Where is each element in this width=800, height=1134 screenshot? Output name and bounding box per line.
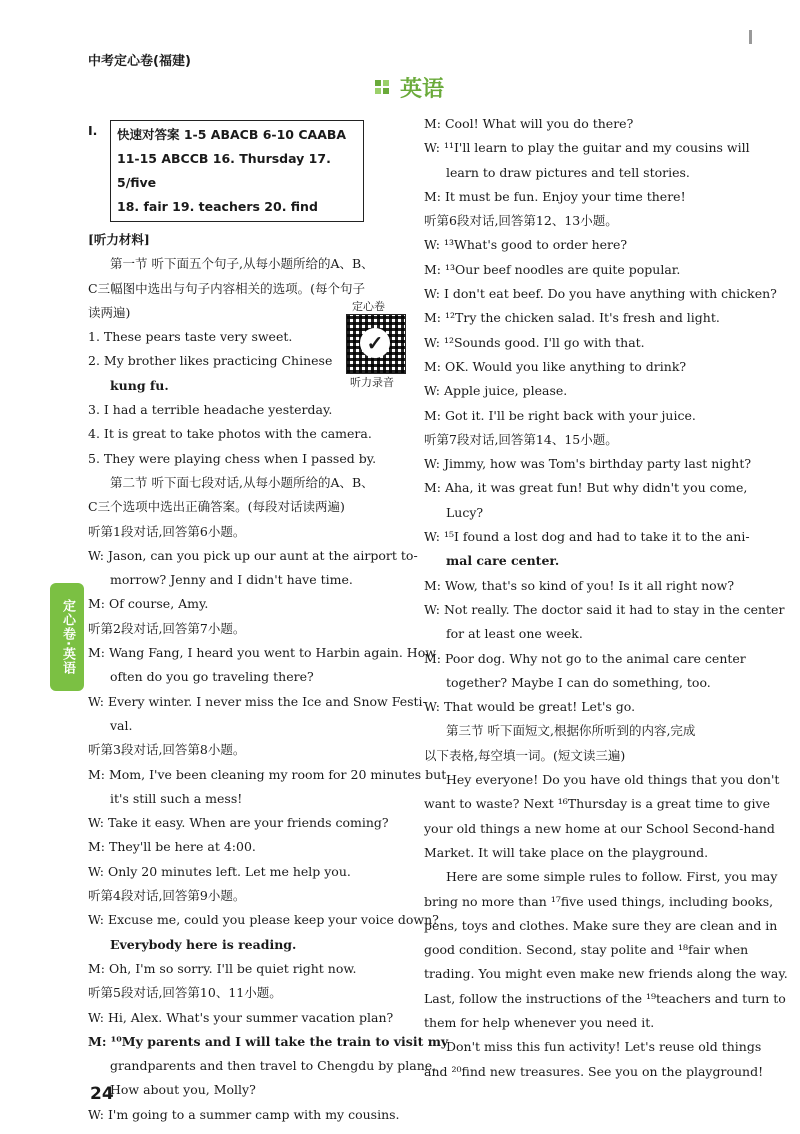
text-line: learn to draw pictures and tell stories. [446,164,690,180]
text-line: M: Oh, I'm so sorry. I'll be quiet right now. [88,960,357,976]
text-line: W: ¹³What's good to order here? [424,237,628,253]
text-line: mal care center. [446,553,560,569]
text-line: W: ¹⁵I found a lost dog and had to take it to the ani- [424,529,750,545]
text-line: M: Aha, it was great fun! But why didn't you come, [424,480,748,496]
text-line: 听第2段对话,回答第7小题。 [88,620,246,636]
text-line: 第一节 听下面五个句子,从每小题所给的A、B、 [110,256,374,272]
book-stack-icon [372,76,396,100]
qr-top-label: 定心卷 [352,300,385,313]
text-line: M: OK. Would you like anything to drink? [424,358,687,374]
text-line: M: Mom, I've been cleaning my room for 20 minutes but [88,766,447,782]
text-line: W: ¹¹I'll learn to play the guitar and my cousins will [424,140,750,156]
text-line: 听第1段对话,回答第6小题。 [88,523,246,539]
text-line: 听第5段对话,回答第10、11小题。 [88,985,282,1001]
text-line: Don't miss this fun activity! Let's reuse old things [446,1039,762,1055]
text-line: 听第4段对话,回答第9小题。 [88,888,246,904]
text-line: M: Wang Fang, I heard you went to Harbin again. How [88,645,436,661]
text-line: Lucy? [446,504,484,520]
section-label: Ⅰ. [88,123,98,138]
text-line: W: Apple juice, please. [424,383,568,399]
text-line: C三个选项中选出正确答案。(每段对话读两遍) [88,499,345,515]
text-line: kung fu. [110,377,169,393]
text-line: your old things a new home at our School Second-hand [424,820,775,836]
text-line: How about you, Molly? [110,1082,256,1098]
text-line: M: ¹³Our beef noodles are quite popular. [424,261,681,277]
text-line: for at least one week. [446,626,583,642]
text-line: M: Of course, Amy. [88,596,209,612]
text-line: M: Cool! What will you do there? [424,116,634,131]
check-icon: ✓ [360,328,390,358]
text-line: M: Wow, that's so kind of you! Is it all right now? [424,577,735,593]
text-line: W: Jason, can you pick up our aunt at the airport to- [88,547,418,563]
series-title: 中考定心卷(福建) [88,54,191,69]
text-line: grandparents and then travel to Chengdu by plane. [110,1058,437,1074]
text-line: bring no more than ¹⁷five used things, including books, [424,893,774,909]
text-line: W: I don't eat beef. Do you have anything with chicken? [424,286,777,302]
page-number: 24 [90,1084,114,1104]
text-line: pens, toys and clothes. Make sure they are clean and in [424,917,778,933]
text-line: M: Poor dog. Why not go to the animal care center [424,650,746,666]
text-line: often do you go traveling there? [110,669,314,685]
text-line: Hey everyone! Do you have old things that you don't [446,772,780,788]
text-line: W: I'm going to a summer camp with my cousins. [88,1106,400,1122]
text-line: W: That would be great! Let's go. [424,699,636,715]
text-line: W: Every winter. I never miss the Ice and Snow Festi- [88,693,427,709]
text-line: 听第7段对话,回答第14、15小题。 [424,431,618,447]
text-line: M: ¹²Try the chicken salad. It's fresh and light. [424,310,720,326]
text-line: M: They'll be here at 4:00. [88,839,256,855]
answer-line: 11-15 ABCCB 16. Thursday 17. 5/five [117,151,331,190]
text-line: 4. It is great to take photos with the camera. [88,426,372,442]
text-line: M: It must be fun. Enjoy your time there! [424,188,686,204]
text-line: morrow? Jenny and I didn't have time. [110,572,353,588]
text-line: W: Hi, Alex. What's your summer vacation plan? [88,1009,394,1025]
page-title [372,72,444,103]
text-line: Everybody here is reading. [110,936,297,952]
text-line: val. [110,717,133,733]
subject-title: 英语 [400,77,445,102]
text-line: W: Only 20 minutes left. Let me help you. [88,863,351,879]
text-line: them for help whenever you need it. [424,1014,655,1030]
text-line: [听力材料] [88,232,150,247]
text-line: 第二节 听下面七段对话,从每小题所给的A、B、 [110,474,374,490]
side-tab: 定心卷·英语 [50,583,84,691]
text-line: 读两遍) [88,304,131,320]
text-line: M: Got it. I'll be right back with your juice. [424,407,696,423]
text-line: Last, follow the instructions of the ¹⁹teachers and turn to [424,990,786,1006]
answer-section [88,120,408,222]
answer-line: 18. fair 19. teachers 20. find [117,199,318,214]
left-column [88,120,449,1127]
text-line: good condition. Second, stay polite and ¹⁸fair when [424,942,749,958]
edge-mark [749,30,752,44]
text-line: W: Take it easy. When are your friends coming? [88,815,389,831]
qr-bottom-label: 听力录音 [350,376,394,389]
text-line: together? Maybe I can do something, too. [446,674,711,690]
text-line: Market. It will take place on the playground. [424,844,709,860]
text-line: W: Jimmy, how was Tom's birthday party last night? [424,456,752,472]
text-line: 2. My brother likes practicing Chinese [88,353,333,369]
text-line: W: Excuse me, could you please keep your voice down? [88,912,439,928]
answer-line: 快速对答案 1-5 ABACB 6-10 CAABA [117,127,347,142]
right-column [424,112,788,1084]
text-line: it's still such a mess! [110,790,243,806]
text-line: C三幅图中选出与句子内容相关的选项。(每个句子 [88,280,365,296]
text-line: 听第3段对话,回答第8小题。 [88,742,246,758]
text-line: Here are some simple rules to follow. First, you may [446,869,778,885]
text-line: 5. They were playing chess when I passed by. [88,450,377,466]
text-line: M: ¹⁰My parents and I will take the train to visit my [88,1033,449,1049]
text-line: want to waste? Next ¹⁶Thursday is a great time to give [424,796,770,812]
text-line: 第三节 听下面短文,根据你所听到的内容,完成 [446,723,696,739]
text-line: and ²⁰find new treasures. See you on the playground! [424,1063,764,1079]
text-line: 3. I had a terrible headache yesterday. [88,402,333,418]
text-line: 听第6段对话,回答第12、13小题。 [424,213,618,229]
text-line: W: Not really. The doctor said it had to stay in the center [424,601,785,617]
text-line: 以下表格,每空填一词。(短文读三遍) [424,747,626,763]
text-line: 1. These pears taste very sweet. [88,329,293,345]
text-line: W: ¹²Sounds good. I'll go with that. [424,334,645,350]
text-line: trading. You might even make new friends along the way. [424,966,788,982]
right-text [424,112,788,1084]
answer-box [110,120,364,222]
